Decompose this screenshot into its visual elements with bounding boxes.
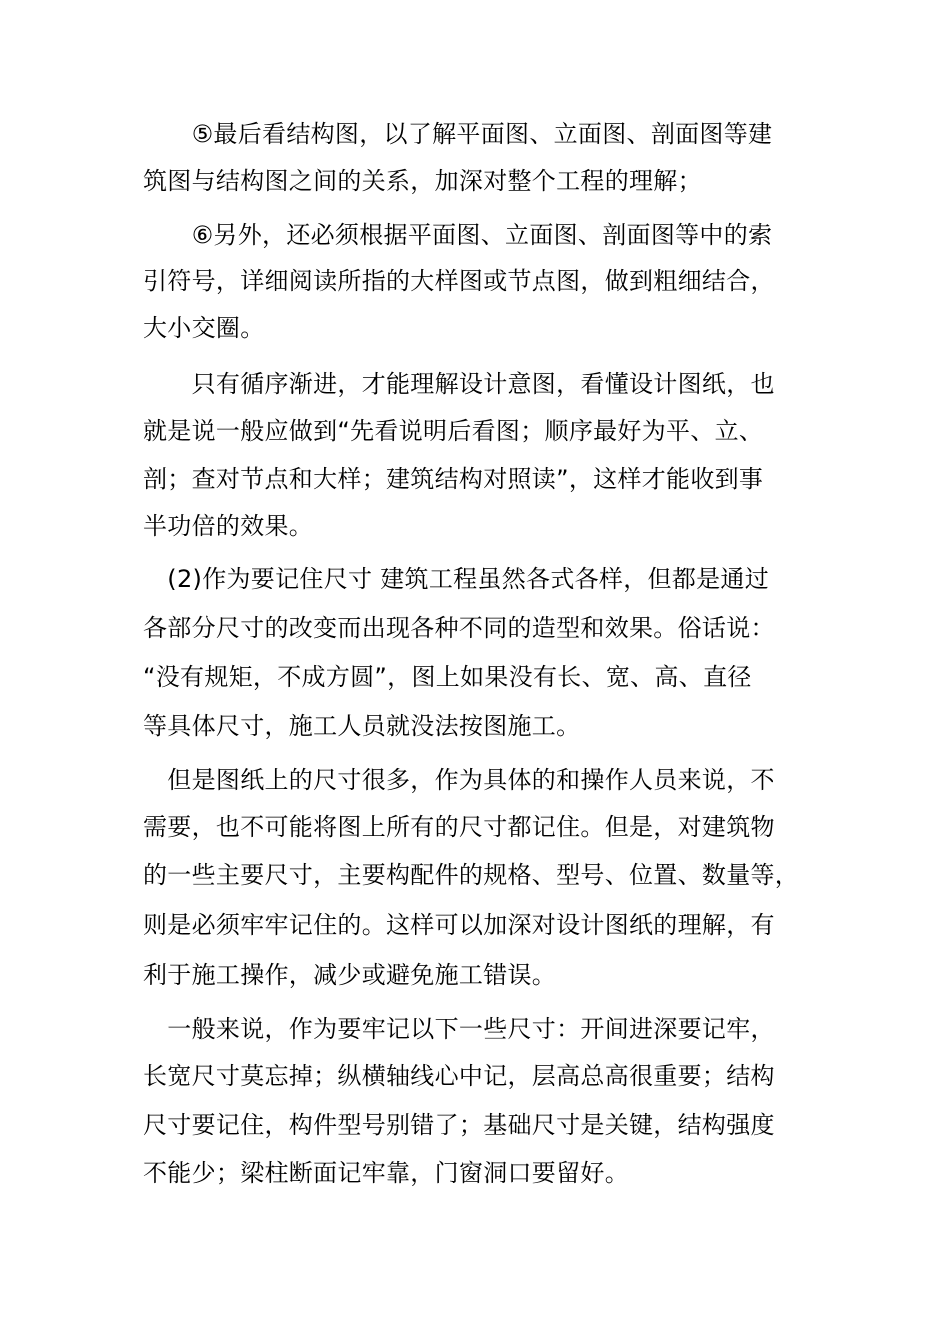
paragraph-4-line-4: 等具体尺寸，施工人员就没法按图施工。 bbox=[143, 712, 581, 740]
paragraph-6-line-3: 尺寸要记住，构件型号别错了；基础尺寸是关键，结构强度 bbox=[143, 1111, 775, 1139]
paragraph-3-line-2: 就是说一般应做到“先看说明后看图；顺序最好为平、立、 bbox=[143, 417, 764, 445]
paragraph-2-line-1: ⑥另外，还必须根据平面图、立面图、剖面图等中的索 bbox=[143, 221, 773, 249]
paragraph-5-line-1: 但是图纸上的尺寸很多，作为具体的和操作人员来说，不 bbox=[143, 766, 775, 794]
paragraph-3-line-3: 剖；查对节点和大样；建筑结构对照读”，这样才能收到事 bbox=[143, 465, 764, 493]
paragraph-5-line-5: 利于施工操作，减少或避免施工错误。 bbox=[143, 961, 557, 989]
paragraph-1-line-2: 筑图与结构图之间的关系，加深对整个工程的理解； bbox=[143, 167, 702, 195]
paragraph-6-line-1: 一般来说，作为要牢记以下一些尺寸：开间进深要记牢， bbox=[143, 1015, 775, 1043]
paragraph-2-line-2: 引符号，详细阅读所指的大样图或节点图，做到粗细结合， bbox=[143, 267, 775, 295]
paragraph-2-line-3: 大小交圈。 bbox=[143, 314, 265, 342]
paragraph-5-line-4: 则是必须牢牢记住的。这样可以加深对设计图纸的理解，有 bbox=[143, 911, 775, 939]
paragraph-1-line-1: ⑤最后看结构图，以了解平面图、立面图、剖面图等建 bbox=[143, 120, 773, 148]
paragraph-5-line-3: 的一些主要尺寸，主要构配件的规格、型号、位置、数量等， bbox=[143, 861, 800, 889]
paragraph-4-line-2: 各部分尺寸的改变而出现各种不同的造型和效果。俗话说： bbox=[143, 614, 775, 642]
paragraph-3-line-4: 半功倍的效果。 bbox=[143, 512, 314, 540]
paragraph-4-line-1: (2)作为要记住尺寸 建筑工程虽然各式各样，但都是通过 bbox=[143, 565, 770, 593]
paragraph-3-line-1: 只有循序渐进，才能理解设计意图，看懂设计图纸，也 bbox=[143, 370, 775, 398]
paragraph-6-line-4: 不能少；梁柱断面记牢靠，门窗洞口要留好。 bbox=[143, 1159, 629, 1187]
paragraph-5-line-2: 需要，也不可能将图上所有的尺寸都记住。但是，对建筑物 bbox=[143, 813, 775, 841]
paragraph-6-line-2: 长宽尺寸莫忘掉；纵横轴线心中记，层高总高很重要；结构 bbox=[143, 1062, 775, 1090]
paragraph-4-line-3: “没有规矩，不成方圆”，图上如果没有长、宽、高、直径 bbox=[143, 663, 752, 691]
